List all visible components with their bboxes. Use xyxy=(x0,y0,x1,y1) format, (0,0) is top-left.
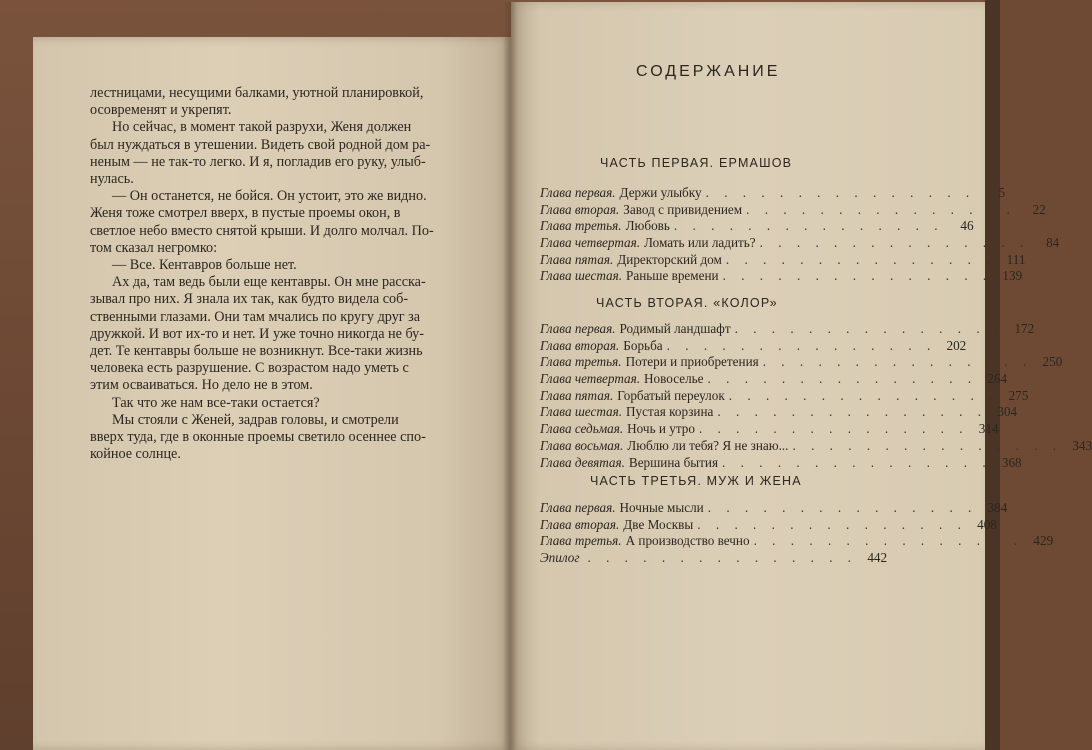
text-line: нулась. xyxy=(90,171,134,188)
chapter-label: Глава четвертая. xyxy=(540,235,641,251)
chapter-label: Глава вторая. xyxy=(540,201,620,217)
page-number: 111 xyxy=(1006,251,1026,267)
page-number: 264 xyxy=(987,371,1008,387)
page-number: 384 xyxy=(987,500,1008,515)
toc-list-part-3 xyxy=(540,500,1054,567)
page-number: 442 xyxy=(867,550,888,566)
toc-entry xyxy=(540,437,1092,455)
leader-dots: . . . . . . . . . . . . . . . xyxy=(717,404,988,420)
toc-entry xyxy=(540,235,1060,252)
page-number: 5 xyxy=(998,185,1006,200)
chapter-label: Глава пятая. xyxy=(540,251,614,267)
leader-dots: . . . . . . . . . . . . . . . xyxy=(587,550,858,566)
chapter-name: Потери и приобретения xyxy=(625,354,759,370)
page-number: 250 xyxy=(1042,354,1063,370)
leader-dots: . . . . . . . . . . . . . . . xyxy=(722,454,992,470)
text-line: дет. Те кентавры больше не возникнут. Все-таки жизнь xyxy=(90,343,423,360)
toc-entry xyxy=(540,454,1022,472)
toc-entry xyxy=(540,404,1018,421)
text-line: — Он останется, не бойся. Он устоит, это же видно. xyxy=(112,188,427,205)
toc-entry xyxy=(540,500,1008,517)
chapter-name: Завод с привидением xyxy=(623,201,743,217)
toc-entry xyxy=(540,251,1026,269)
text-line: Мы стояли с Женей, задрав головы, и смотрели xyxy=(112,411,399,428)
page-number: 139 xyxy=(1002,268,1023,284)
text-line: человека есть разрушение. С возрастом надо уметь с xyxy=(90,360,409,377)
chapter-label: Глава шестая. xyxy=(540,404,623,420)
chapter-name: Пустая корзина xyxy=(626,404,714,420)
left-page-text xyxy=(90,85,475,463)
chapter-name: Директорский дом xyxy=(617,251,722,267)
chapter-label: Глава шестая. xyxy=(540,268,623,284)
leader-dots: . . . . . . . . . . . . . . . xyxy=(734,321,1005,336)
toc-entry xyxy=(540,516,997,534)
toc-entry xyxy=(540,354,1063,371)
toc-entry xyxy=(540,550,888,567)
leader-dots: . . . . . . . . . . . . . . . xyxy=(707,500,978,515)
page-number: 408 xyxy=(977,516,997,532)
text-line: Женя тоже смотрел вверх, в пустые проемы окон, в xyxy=(90,205,401,222)
toc-entry xyxy=(540,421,999,438)
leader-dots: . . . . . . . . . . . . . . . xyxy=(666,337,937,353)
chapter-label: Глава первая. xyxy=(540,500,616,515)
toc-entry xyxy=(540,201,1046,219)
page-number: 429 xyxy=(1033,533,1054,549)
chapter-label: Глава четвертая. xyxy=(540,371,641,387)
toc-entry xyxy=(540,185,1006,202)
toc-entry xyxy=(540,218,974,235)
chapter-name: Родимый ландшафт xyxy=(619,321,731,336)
text-line: дружкой. И вот их-то и нет. И уже точно никогда не бу- xyxy=(90,325,424,342)
leader-dots: . . . . . . . . . . . . . . . xyxy=(762,354,1033,370)
chapter-label: Глава третья. xyxy=(540,354,622,370)
leader-dots: . . . . . . . . . . . . . . . xyxy=(722,268,993,284)
text-line: был нуждаться в утешении. Видеть свой родной дом ра- xyxy=(90,136,431,153)
chapter-name: Ночные мысли xyxy=(619,500,704,515)
chapter-name: Две Москвы xyxy=(623,516,694,532)
leader-dots: . . . . . . . . . . . . . . . xyxy=(759,235,1030,251)
chapter-name: Ночь и утро xyxy=(627,421,695,437)
text-line: осовременят и укрепят. xyxy=(90,102,232,119)
leader-dots: . . . . . . . . . . . . . . . xyxy=(753,533,1024,549)
chapter-label: Глава третья. xyxy=(540,533,622,549)
page-number: 304 xyxy=(997,404,1018,420)
text-line: ственными глазами. Они там мчались по кругу друг за xyxy=(90,308,421,325)
toc-list-part-2 xyxy=(540,321,1092,471)
page-number: 202 xyxy=(946,337,967,353)
toc-entry xyxy=(540,337,967,355)
page-number: 172 xyxy=(1014,321,1035,336)
page-number: 84 xyxy=(1046,235,1060,251)
chapter-label: Эпилог xyxy=(540,550,580,566)
leader-dots: . . . . . . . . . . . . . . . xyxy=(725,251,996,267)
chapter-name: Новоселье xyxy=(644,371,704,387)
chapter-name: Ломать или ладить? xyxy=(644,235,756,251)
text-line: неным — не так-то легко. И я, погладив его руку, улыб- xyxy=(90,153,426,170)
page-number: 343 xyxy=(1072,437,1092,453)
text-line: — Все. Кентавров больше нет. xyxy=(112,257,297,274)
chapter-label: Глава девятая. xyxy=(540,454,625,470)
text-line: том сказал негромко: xyxy=(90,239,218,256)
leader-dots: . . . . . . . . . . . . . . . xyxy=(728,387,999,403)
page-number: 46 xyxy=(960,218,974,234)
leader-dots: . . . . . . . . . . . . . . . xyxy=(673,218,944,234)
text-line: Ах да, там ведь были еще кентавры. Он мне расска- xyxy=(112,274,426,291)
part-title: ЧАСТЬ ТРЕТЬЯ. МУЖ И ЖЕНА xyxy=(590,474,802,488)
leader-dots: . . . . . . . . . . . . . . . xyxy=(792,437,1063,453)
toc-title: СОДЕРЖАНИЕ xyxy=(636,63,781,80)
leader-dots: . . . . . . . . . . . . . . . xyxy=(705,185,976,200)
part-title: ЧАСТЬ ПЕРВАЯ. ЕРМАШОВ xyxy=(600,156,793,170)
page-number: 368 xyxy=(1001,454,1022,470)
toc-list-part-1 xyxy=(540,185,1060,285)
text-line: Так что же нам все-таки остается? xyxy=(112,394,320,411)
chapter-name: Раньше времени xyxy=(626,268,719,284)
toc-entry xyxy=(540,321,1035,338)
text-line: койное солнце. xyxy=(90,446,181,463)
watermark: www.ay.by xyxy=(930,733,978,744)
chapter-label: Глава вторая. xyxy=(540,337,620,353)
chapter-name: Любовь xyxy=(625,218,670,234)
page-number: 314 xyxy=(978,421,999,437)
chapter-label: Глава пятая. xyxy=(540,387,614,403)
leader-dots: . . . . . . . . . . . . . . . xyxy=(746,201,1016,217)
chapter-label: Глава вторая. xyxy=(540,516,620,532)
leader-dots: . . . . . . . . . . . . . . . xyxy=(707,371,978,387)
chapter-label: Глава седьмая. xyxy=(540,421,624,437)
chapter-label: Глава третья. xyxy=(540,218,622,234)
text-line: зывал про них. Я знала их так, как будто видела соб- xyxy=(90,291,409,308)
page-number: 275 xyxy=(1008,387,1029,403)
chapter-name: Люблю ли тебя? Я не знаю... xyxy=(627,437,789,453)
toc-entry xyxy=(540,387,1029,405)
text-line: светлое небо вместо снятой крыши. И долго молчал. По- xyxy=(90,222,434,239)
chapter-name: Горбатый переулок xyxy=(617,387,725,403)
text-line: вверх туда, где в оконные проемы светило осеннее спо- xyxy=(90,429,426,446)
part-title: ЧАСТЬ ВТОРАЯ. «КОЛОР» xyxy=(596,296,778,310)
chapter-label: Глава восьмая. xyxy=(540,437,624,453)
page-number: 22 xyxy=(1032,201,1046,217)
text-line: Но сейчас, в момент такой разрухи, Женя должен xyxy=(112,119,412,136)
chapter-name: Вершина бытия xyxy=(628,454,719,470)
leader-dots: . . . . . . . . . . . . . . . xyxy=(698,421,969,437)
toc-entry xyxy=(540,371,1008,388)
chapter-name: Держи улыбку xyxy=(619,185,702,200)
chapter-name: Борьба xyxy=(623,337,663,353)
leader-dots: . . . . . . . . . . . . . . . xyxy=(697,516,967,532)
text-line: лестницами, несущими балками, уютной планировкой, xyxy=(90,85,424,101)
chapter-name: А производство вечно xyxy=(625,533,750,549)
text-line: этим осваиваться. Но дело не в этом. xyxy=(90,377,313,394)
chapter-label: Глава первая. xyxy=(540,185,616,200)
book-gutter xyxy=(503,2,517,750)
chapter-label: Глава первая. xyxy=(540,321,616,336)
toc-entry xyxy=(540,533,1054,550)
toc-entry xyxy=(540,268,1023,285)
